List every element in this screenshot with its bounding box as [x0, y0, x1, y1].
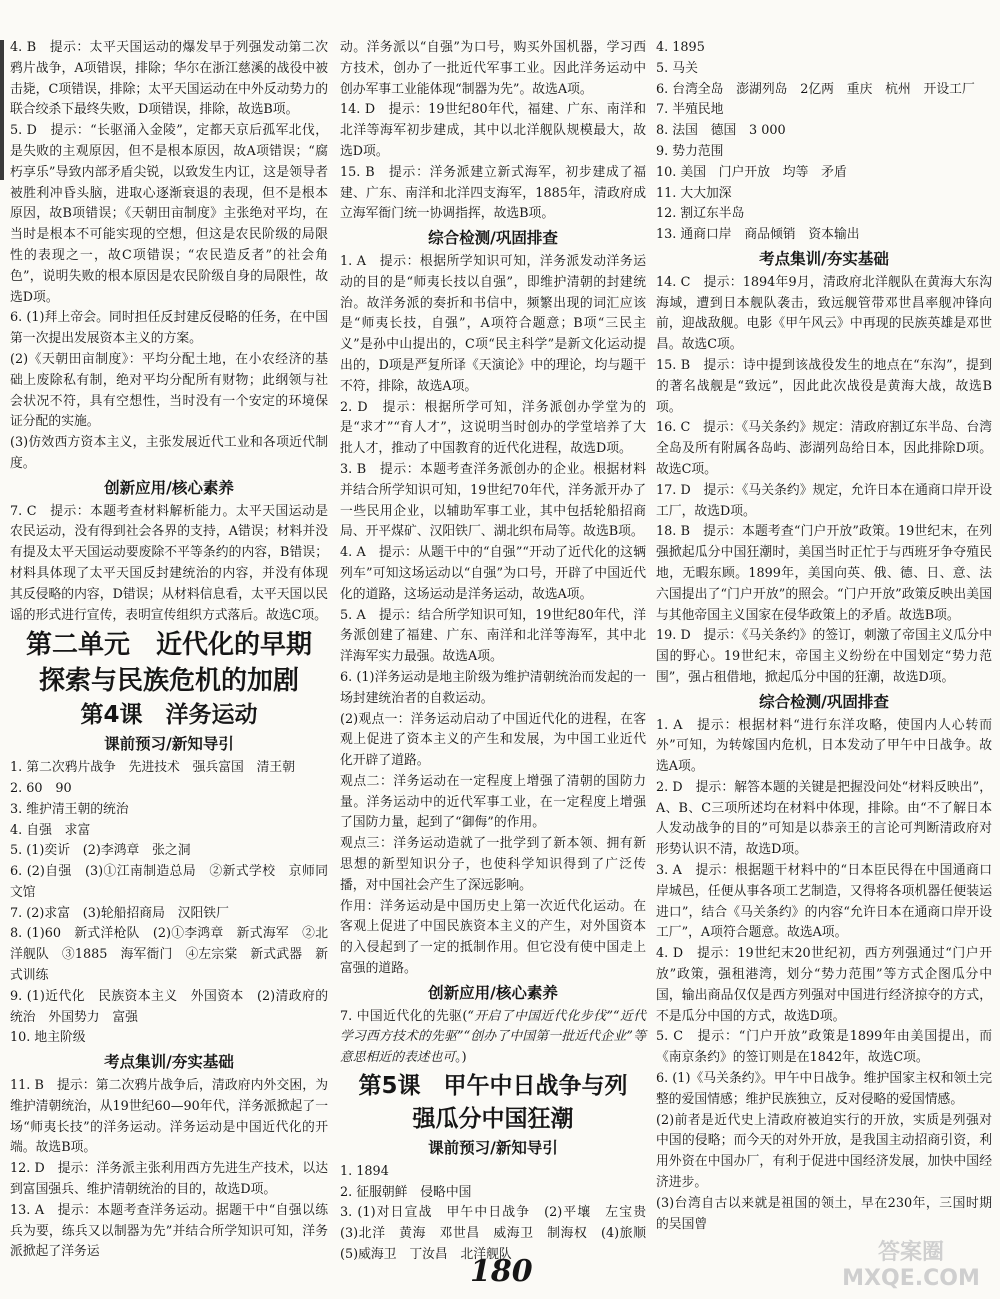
page-edge-mark: [0, 40, 4, 180]
column-left: [10, 38, 328, 1263]
answer-item: 9. 势力范围: [656, 143, 724, 159]
answer-item: 15. B 提示：诗中提到该战役发生的地点在“东沟”，提到的著名战舰是“致远”，因此此次战役是黄海大战，故选B项。: [656, 357, 992, 415]
answer-item: 12. D 提示：洋务派主张利用西方先进生产技术，以达到富国强兵、维护清朝统治的目的，故选D项。: [10, 1161, 328, 1198]
section-heading: 创新应用/核心素养: [428, 982, 558, 1002]
answer-item: 13. 通商口岸 商品倾销 资本输出: [656, 227, 860, 243]
answer-item: 1. 第二次鸦片战争 先进技术 强兵富国 清王朝: [10, 760, 296, 776]
page-number: 180: [470, 1254, 533, 1289]
answer-item: 4. 1895: [656, 40, 705, 55]
answer-item: 14. C 提示：1894年9月，清政府北洋舰队在黄海大东沟海域，遭到日本舰队袭击，致远舰管带邓世昌率舰冲锋向前，迎战敌舰。电影《甲午风云》中再现的民族英雄是邓世昌。故选C项。: [656, 274, 992, 353]
answer-item: 13. A 提示：本题考查洋务运动。据题干中“自强以练兵为要，练兵又以制器为先”并结合所学知识可知，洋务派掀起了洋务运: [10, 1202, 328, 1260]
answer-item-head: 7. 中国近代化的先驱(: [340, 1008, 468, 1024]
section-heading: 考点集训/夯实基础: [104, 1052, 234, 1072]
answer-item: 2. D 提示：解答本题的关键是把握没问处“材料反映出”，A、B、C三项所述均在材料中体现，排除。由“不了解日本人发动战争的目的”可知是以恭亲王的言论可判断清政府对形势认识不清，故选D项。: [656, 779, 992, 858]
watermark-url: MXQE.COM: [842, 1266, 980, 1291]
answer-item: 7. 半殖民地: [656, 102, 724, 118]
section-heading: 课前预习/新知导引: [428, 1138, 558, 1158]
answer-item: 5. (1)奕䜣 (2)李鸿章 张之洞: [10, 843, 191, 859]
answer-item: 3. B 提示：本题考查洋务派创办的企业。根据材料并结合所学知识可知，19世纪70年代，洋务派开办了一些民用企业，以辅助军事工业，其中包括轮船招商局、开平煤矿、汉阳铁厂、湖北织布局等。故选B项。: [340, 461, 646, 540]
answer-item: 6. (1)《马关条约》。甲午中日战争。维护国家主权和领土完整的爱国情感；维护民族独立，反对侵略的爱国情感。: [656, 1071, 992, 1107]
lesson-title-line2: 强瓜分中国狂潮: [412, 1106, 574, 1133]
answer-item: 9. (1)近代化 民族资本主义 外国资本 (2)清政府的统治 外国势力 富强: [10, 988, 328, 1025]
answer-item: 15. B 提示：洋务派建立新式海军，初步建成了福建、广东、南洋和北洋四支海军，1885年，清政府成立海军衙门统一协调指挥，故选B项。: [340, 164, 646, 222]
column-middle: [340, 38, 659, 1266]
answer-item: 6. 台湾全岛 澎湖列岛 2亿两 重庆 杭州 开设工厂: [656, 81, 975, 97]
answer-item: 8. 法国 德国 3 000: [656, 123, 786, 139]
answer-item: (2)前者是近代史上清政府被迫实行的开放，实质是列强对中国的侵略；而今天的对外开放，是我国主动招商引资，利用外资在中国办厂，有利于促进中国经济发展，加快中国经济进步。: [656, 1112, 992, 1191]
section-heading: 综合检测/巩固排查: [428, 228, 558, 248]
answer-item: (3)仿效西方资本主义，主张发展近代工业和各项近代制度。: [10, 435, 328, 471]
lesson-title-line1: 第5课 甲午中日战争与列: [358, 1073, 628, 1100]
unit-title-line1: 第二单元 近代化的早期: [25, 630, 312, 661]
answer-item: 作用：洋务运动是中国历史上第一次近代化运动。在客观上促进了中国民族资本主义的产生，对外国资本的入侵起到了一定的抵制作用。但它没有使中国走上富强的道路。: [340, 898, 646, 977]
answer-item-note: “开启了中国近代化步伐”“近代学习西方技术的先驱”“创办了中国第一批近代企业”等意思相近的表述也可: [340, 1008, 646, 1066]
answer-item: 5. C 提示：“门户开放”政策是1899年由美国提出，而《南京条约》的签订则是在1842年，故选C项。: [656, 1029, 992, 1066]
answer-item: 动。洋务派以“自强”为口号，购买外国机器，学习西方技术，创办了一批近代军事工业。因此洋务运动中创办军事工业能体现“制器为先”。故选A项。: [340, 40, 646, 97]
section-heading: 课前预习/新知导引: [104, 734, 234, 754]
answer-item: (2)《天朝田亩制度》：平均分配土地，在小农经济的基础上废除私有制，绝对平均分配所有财物；此纲领与社会状况不符，具有空想性，当时没有一个安定的环境保证分配的实施。: [10, 351, 328, 430]
answer-item: 6. (2)自强 (3)①江南制造总局 ②新式学校 京师同文馆: [10, 864, 328, 900]
answer-item: 观点三：洋务运动造就了一批学到了新本领、拥有新思想的新型知识分子，也使科学知识得到了广泛传播，对中国社会产生了深远影响。: [340, 836, 646, 893]
answer-item: 10. 地主阶级: [10, 1030, 86, 1046]
answer-item: 观点二：洋务运动在一定程度上增强了清朝的国防力量。洋务运动中的近代军事工业，在一定程度上增强了国防力量，起到了“御侮”的作用。: [340, 773, 646, 831]
lesson-title: 第4课 洋务运动: [80, 702, 258, 729]
answer-item: 4. D 提示：19世纪末20世纪初，西方列强通过“门户开放”政策，强租港湾，划分“势力范围”等方式企图瓜分中国，输出商品仅仅是西方列强对中国进行经济掠夺的方式，不是瓜分中国的方式，故选D项。: [656, 946, 992, 1024]
answer-item: 8. (1)60 新式洋枪队 (2)①李鸿章 新式海军 ②北洋舰队 ③1885 海军衙门 ④左宗棠 新式武器 新式训练: [10, 926, 328, 984]
answer-item: 5. 马关: [656, 60, 698, 76]
answer-item: 5. D 提示：“长驱涌入金陵”，定都天京后孤军北伐，是失败的主观原因，但不是根本原因，故A项错误；“腐朽享乐”导致内部矛盾尖锐，以致发生内讧，这是领导者被胜利冲昏头脑，进取心逐渐衰退的表现，但不是根本原因，故B项错误；《天朝田亩制度》主张绝对平均，在当时是根本不可能实现的空想，但这是农民阶级的局限性的表现之一，故C项错误；“农民造反者”的社会角色”，说明失败的根本原因是农民阶级自身的局限性，故选D项。: [10, 123, 328, 305]
answer-item: 1. A 提示：根据所学知识可知，洋务派发动洋务运动的目的是“师夷长技以自强”，即维护清朝的封建统治。故洋务派的奏折和书信中，频繁出现的词汇应该是“师夷长技，自强”，A项符合题意；B项“三民主义”是孙中山提出的，C项“民主科学”是新文化运动提出的，D项是严复所译《天演论》中的理论，均与题干不符，排除，故选A项。: [340, 253, 646, 394]
answer-item: 2. 征服朝鲜 侵略中国: [340, 1184, 472, 1200]
answer-item: 17. D 提示：《马关条约》规定，允许日本在通商口岸开设工厂，故选D项。: [656, 482, 992, 519]
answer-item: 7. (2)求富 (3)轮船招商局 汉阳铁厂: [10, 905, 229, 921]
answer-item: 3. (1)对日宣战 甲午中日战争 (2)平壤 左宝贵 (3)北洋 黄海 邓世昌 威海卫 制海权 (4)旅顺 (5)威海卫 丁汝昌 北洋舰队: [340, 1205, 659, 1263]
answer-item: 4. B 提示：太平天国运动的爆发早于列强发动第二次鸦片战争，A项错误，排除；华尔在浙江慈溪的战役中被击毙，C项错误，排除；太平天国运动在中外反动势力的联合绞杀下最终失败，D项错误，排除，故选B项。: [10, 40, 328, 118]
answer-item: 4. A 提示：从题干中的“自强”“开动了近代化的这辆列车”可知这场运动以“自强”为口号，开辟了中国近代化的道路，这场运动是洋务运动，故选A项。: [340, 545, 646, 602]
answer-item: 16. C 提示：《马关条约》规定：清政府割辽东半岛、台湾全岛及所有附属各岛屿、澎湖列岛给日本，因此排除D项。故选C项。: [656, 420, 992, 477]
answer-item: (3)台湾自古以来就是祖国的领土，早在230年，三国时期的吴国曾: [656, 1195, 992, 1232]
watermark-text: 答案圈: [877, 1240, 944, 1265]
answer-item: [340, 1007, 646, 1069]
column-right: [656, 38, 992, 1235]
answer-item: 1. 1894: [340, 1163, 389, 1179]
answer-item: 3. 维护清王朝的统治: [10, 801, 129, 817]
answer-item: 4. 自强 求富: [10, 822, 91, 838]
answer-item: 12. 割辽东半岛: [656, 206, 745, 222]
answer-item: 11. B 提示：第二次鸦片战争后，清政府内外交困，为维护清朝统治，从19世纪60—90年代，洋务派掀起了一场“师夷长技”的洋务运动。洋务运动是中国近代化的开端。故选B项。: [10, 1078, 328, 1156]
answer-item: (2)观点一：洋务运动启动了中国近代化的进程，在客观上促进了资本主义的产生和发展，为中国工业近代化开辟了道路。: [340, 711, 646, 769]
answer-item: 3. A 提示：根据题干材料中的“日本臣民得在中国通商口岸城邑，任便从事各项工艺制造，又得将各项机器任便装运进口”，结合《马关条约》的内容“允许日本在通商口岸开设工厂”，A项符合题意。故选A项。: [656, 863, 992, 941]
answer-item: 6. (1)洋务运动是地主阶级为维护清朝统治而发起的一场封建统治者的自救运动。: [340, 669, 646, 706]
answer-item: 18. B 提示：本题考查“门户开放”政策。19世纪末，在列强掀起瓜分中国狂潮时，美国当时正忙于与西班牙争夺殖民地，无暇东顾。1899年，美国向英、俄、德、日、意、法六国提出了“门户开放”的照会。“门户开放”政策反映出美国与其他帝国主义国家在侵华政策上的矛盾。故选B项。: [656, 524, 992, 623]
answer-item: 5. A 提示：结合所学知识可知，19世纪80年代，洋务派创建了福建、广东、南洋和北洋等海军，其中北洋海军实力最强。故选A项。: [340, 607, 646, 665]
unit-title-line2: 探索与民族危机的加剧: [38, 666, 299, 697]
watermark-logo: [828, 1240, 994, 1292]
answer-item: 11. 大大加深: [656, 185, 732, 201]
answer-item: 6. (1)拜上帝会。同时担任反封建反侵略的任务，在中国第一次提出发展资本主义的方案。: [10, 310, 328, 347]
answer-item: 19. D 提示：《马关条约》的签订，刺激了帝国主义瓜分中国的野心。19世纪末，帝国主义纷纷在中国划定“势力范围”，强占租借地，掀起瓜分中国的狂潮，故选D项。: [656, 628, 992, 685]
answer-item: 1. A 提示：根据材料“进行东洋攻略，使国内人心转而外”可知，为转嫁国内危机，日本发动了甲午中日战争。故选A项。: [656, 717, 992, 775]
answer-item: 2. D 提示：根据所学可知，洋务派创办学堂为的是“求才”“育人才”，这说明当时创办的学堂培养了大批人才，推动了中国教育的近代化进程，故选D项。: [340, 399, 646, 457]
answer-item: 10. 美国 门户开放 均等 矛盾: [656, 164, 847, 180]
section-heading: 考点集训/夯实基础: [759, 248, 889, 268]
answer-item: 14. D 提示：19世纪80年代，福建、广东、南洋和北洋等海军初步建成，其中以北洋舰队规模最大，故选D项。: [340, 102, 646, 159]
answer-item: 7. C 提示：本题考查材料解析能力。太平天国运动是农民运动，没有得到社会各界的支持，A错误；材料并没有提及太平天国运动要废除不平等条约的内容，B错误；材料具体现了太平天国反封建统治的内容，并没有体现其反侵略的内容，D错误；从材料信息看，太平天国以民谣的形式进行宣传，表明宣传组织方式落后。故选C项。: [10, 503, 328, 623]
answer-item: 2. 60 90: [10, 780, 72, 796]
section-heading: 综合检测/巩固排查: [759, 691, 889, 711]
section-heading: 创新应用/核心素养: [104, 477, 234, 497]
answer-item-tail: 。): [455, 1050, 467, 1066]
